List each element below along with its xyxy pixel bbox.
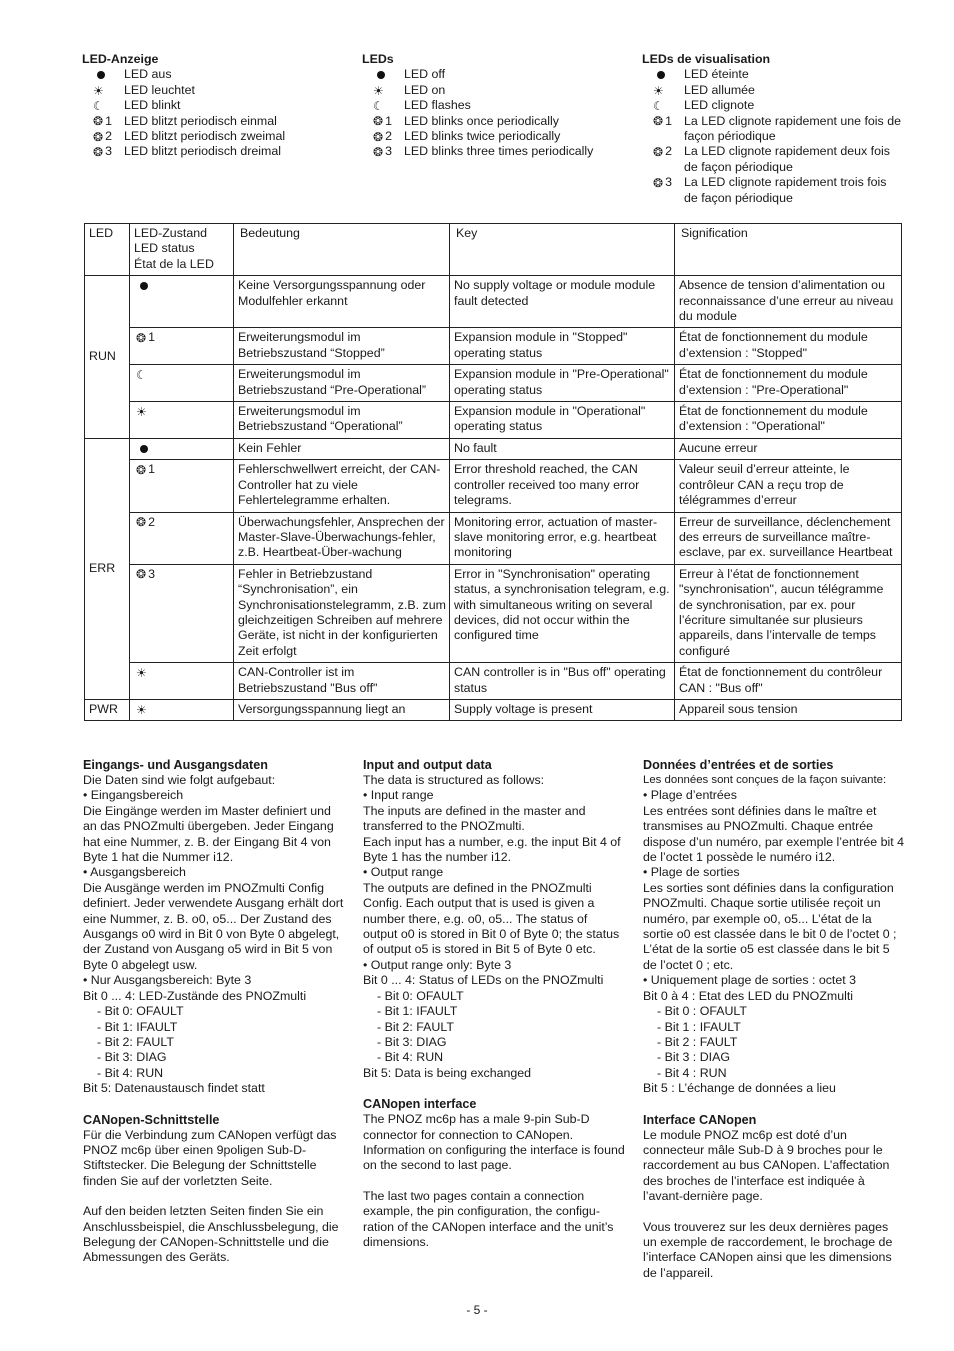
led-on-icon: ☀ [136, 665, 147, 680]
led-state-cell [130, 328, 234, 365]
legend-item [82, 67, 342, 82]
legend-item-text: LED blitzt periodisch dreimal [124, 144, 282, 159]
spacer [83, 1097, 345, 1112]
led-blink-icon: ❂ 3 [653, 175, 672, 190]
legend-item [362, 83, 622, 98]
meaning-fr: Erreur à l’état de fonctionnement "synchronisation", aucun télégramme de synchronisation, par ex. pour l’écriture simultanée sur plusieurs appareils, dans l’intervalle de temps configuré [675, 564, 902, 662]
bit-item: - Bit 1 : IFAULT [657, 1019, 741, 1034]
meaning-fr: État de fonctionnement du module d’extension : "Pre-Operational" [675, 365, 902, 402]
paragraph: • Ausgangsbereich [83, 865, 186, 880]
spacer [643, 1097, 905, 1112]
column-fr [643, 757, 905, 1281]
legend-item [82, 98, 342, 113]
table-row [85, 460, 902, 512]
section-heading: CANopen interface [363, 1097, 477, 1112]
paragraph: Die Ausgänge werden im PNOZmulti Config definiert. Jeder verwendete Ausgang erhält dort eine Nummer, z. B. o0, o5... Der Zustand des Ausgangs o0 wird in Bit 0 von Byte 0 abgelegt, der Zustand von Ausgang o5 wird in Bit 5 von Byte 0 abgelegt usw. [83, 880, 344, 972]
section-heading: Interface CANopen [643, 1112, 757, 1127]
table-row [85, 328, 902, 365]
led-blink-icon: ❂ 2 [136, 514, 155, 530]
led-state-cell [130, 438, 234, 459]
table-row [85, 663, 902, 700]
meaning-en: No fault [450, 438, 675, 459]
legend-item [642, 114, 902, 145]
column-en [363, 757, 625, 1250]
table-row [85, 365, 902, 402]
legend-item-text: LED blitzt periodisch einmal [124, 113, 277, 128]
header-fr: Signification [675, 224, 902, 276]
led-off-icon [136, 441, 148, 455]
table-row [85, 699, 902, 720]
paragraph: Les entrées sont définies dans le maître et transmises au PNOZmulti. Chaque entrée dispose d’un numéro, par exemple l’entrée bit 4 de l’octet 1 possède le numéro i12. [643, 803, 905, 865]
meaning-en: CAN controller is in "Bus off" operating status [450, 663, 675, 700]
led-blink-icon: ❂ 1 [93, 113, 112, 129]
table-row [85, 276, 902, 328]
paragraph: Bit 0 ... 4: Status of LEDs on the PNOZmulti [363, 973, 604, 988]
led-flash-icon: ☾ [373, 98, 384, 113]
legend-item [642, 67, 902, 82]
legend-item-text: LED allumée [684, 82, 755, 97]
legend-item [362, 67, 622, 82]
meaning-en: Error in "Synchronisation" operating status, a synchronisation telegram, e.g. with simultaneous writing on several devices, did not occur within the configured time [450, 564, 675, 662]
led-off-icon [93, 67, 113, 82]
paragraph: • Plage de sorties [643, 865, 740, 880]
paragraph: The last two pages contain a connection example, the pin configuration, the configu-ration of the CANopen interface and the unit’s dimensions. [363, 1188, 614, 1249]
led-state-cell [130, 460, 234, 512]
led-name-cell: PWR [85, 699, 130, 720]
paragraph: • Uniquement plage de sorties : octet 3 [643, 973, 857, 988]
header-state [130, 224, 234, 276]
legend-item [82, 83, 342, 98]
led-off-icon [373, 67, 393, 82]
led-state-cell [130, 699, 234, 720]
paragraph: The inputs are defined in the master and transferred to the PNOZmulti. [363, 803, 586, 834]
legend-title: LEDs [362, 52, 394, 66]
led-on-icon: ☀ [373, 83, 384, 98]
meaning-fr: Appareil sous tension [675, 699, 902, 720]
meaning-en: No supply voltage or module module fault detected [450, 276, 675, 328]
bit-item: - Bit 3: DIAG [97, 1050, 167, 1065]
header-en: Key [450, 224, 675, 276]
meaning-fr: État de fonctionnement du module d’extension : "Stopped" [675, 328, 902, 365]
section-heading: Eingangs- und Ausgangsdaten [83, 758, 268, 772]
paragraph: • Input range [363, 788, 434, 803]
led-state-cell [130, 512, 234, 564]
bit-item: - Bit 2 : FAULT [657, 1034, 738, 1049]
legend-item [362, 144, 622, 159]
led-on-icon: ☀ [653, 83, 664, 98]
paragraph: Die Daten sind wie folgt aufgebaut: [83, 773, 276, 787]
legend-item-text: LED blinks three times periodically [404, 144, 594, 159]
section-heading: Input and output data [363, 758, 492, 772]
bit-item: - Bit 2: FAULT [97, 1034, 174, 1049]
legend-item [82, 129, 342, 144]
led-on-icon: ☀ [136, 702, 147, 717]
column-de [83, 757, 345, 1266]
paragraph: Vous trouverez sur les deux dernières pages un exemple de raccordement, le brochage de l’interface CANopen ainsi que les dimensions de l’appareil. [643, 1219, 893, 1280]
paragraph: Bit 0 ... 4: LED-Zustände des PNOZmulti [83, 988, 307, 1003]
meaning-en: Monitoring error, actuation of master-slave monitoring error, e.g. heartbeat monitoring [450, 512, 675, 564]
meaning-fr: État de fonctionnement du contrôleur CAN : "Bus off" [675, 663, 902, 700]
bit-item: - Bit 4: RUN [97, 1065, 164, 1080]
table-row [85, 512, 902, 564]
bit-item: - Bit 1: IFAULT [377, 1004, 458, 1019]
bit-item: - Bit 0: OFAULT [97, 1004, 184, 1019]
paragraph: Le module PNOZ mc6p est doté d’un connecteur mâle Sub-D à 9 broches pour le raccordement au bus CANopen. L’affectation des broches de l’interface est indiquée à l’avant-dernière page. [643, 1127, 890, 1204]
paragraph: Bit 0 à 4 : Etat des LED du PNOZmulti [643, 988, 854, 1003]
led-blink-icon: ❂ 3 [373, 144, 392, 160]
led-name-cell: ERR [85, 438, 130, 699]
legend-item-text: LED blinks twice periodically [404, 129, 561, 144]
table-header-row [85, 224, 902, 276]
led-flash-icon: ☾ [136, 367, 147, 382]
legend-item-text: LED off [404, 67, 446, 82]
legend-item [362, 114, 622, 129]
legend-item-text: LED flashes [404, 98, 471, 113]
led-on-icon: ☀ [93, 83, 104, 98]
paragraph: • Nur Ausgangsbereich: Byte 3 [83, 973, 252, 988]
meaning-de: Versorgungsspannung liegt an [234, 699, 450, 720]
spacer [363, 1081, 625, 1096]
led-blink-icon: ❂ 3 [136, 566, 155, 582]
legend-item [642, 83, 902, 98]
legend-item [362, 129, 622, 144]
bit-item: - Bit 4: RUN [377, 1050, 444, 1065]
meaning-en: Error threshold reached, the CAN controller received too many error telegrams. [450, 460, 675, 512]
meaning-de: Überwachungsfehler, Ansprechen der Master-Slave-Überwachungs-fehler, z.B. Heartbeat-Über-wachung [234, 512, 450, 564]
legend-item [82, 114, 342, 129]
page-number: - 5 - [466, 1303, 488, 1317]
led-off-icon [136, 278, 148, 292]
meaning-fr: Erreur de surveillance, déclenchement des erreurs de surveillance maître-esclave, par ex. surveillance Heartbeat [675, 512, 902, 564]
table-row [85, 564, 902, 662]
bit-item: - Bit 0: OFAULT [377, 988, 464, 1003]
section-heading: Données d’entrées et de sorties [643, 758, 834, 772]
paragraph: Für die Verbindung zum CANopen verfügt das PNOZ mc6p über einen 9poligen Sub-D-Stiftstecker. Die Belegung der Schnittstelle finden Sie auf der vorletzten Seite. [83, 1127, 337, 1188]
legend-item [362, 98, 622, 113]
legend-item-text: LED clignote [684, 98, 755, 113]
legend-item-text: LED blitzt periodisch zweimal [124, 129, 286, 144]
legend-item [82, 144, 342, 159]
paragraph: • Output range only: Byte 3 [363, 957, 512, 972]
paragraph: Bit 5: Datenaustausch findet statt [83, 1081, 265, 1096]
meaning-fr: Aucune erreur [675, 438, 902, 459]
led-on-icon: ☀ [136, 404, 147, 419]
legend-item-text: La LED clignote rapidement une fois de façon périodique [684, 113, 901, 144]
section-heading: CANopen-Schnittstelle [83, 1112, 220, 1127]
legend-item-text: LED blinks once periodically [404, 113, 559, 128]
legend-item [642, 98, 902, 113]
header-state-line: LED status [134, 241, 195, 256]
bit-item: - Bit 3: DIAG [377, 1034, 447, 1049]
meaning-fr: Valeur seuil d’erreur atteinte, le contrôleur CAN a reçu trop de télégrammes d’erreur [675, 460, 902, 512]
legend-item [642, 175, 902, 206]
bit-item: - Bit 0 : OFAULT [657, 1004, 747, 1019]
meaning-en: Supply voltage is present [450, 699, 675, 720]
header-led: LED [85, 224, 130, 276]
paragraph: The PNOZ mc6p has a male 9-pin Sub-D connector for connection to CANopen. Information on configuring the interface is found on the second to last page. [363, 1112, 625, 1173]
led-state-cell [130, 276, 234, 328]
meaning-en: Expansion module in "Pre-Operational" operating status [450, 365, 675, 402]
meaning-de: Erweiterungsmodul im Betriebszustand “Operational” [234, 402, 450, 439]
led-flash-icon: ☾ [93, 98, 104, 113]
legend-item-text: La LED clignote rapidement deux fois de façon périodique [684, 144, 890, 174]
legend-item-text: La LED clignote rapidement trois fois de façon périodique [684, 175, 887, 205]
meaning-en: Expansion module in "Operational" operating status [450, 402, 675, 439]
meaning-de: Fehlerschwellwert erreicht, der CAN-Controller hat zu viele Fehlertelegramme erhalten. [234, 460, 450, 512]
paragraph: • Eingangsbereich [83, 788, 184, 803]
paragraph: Each input has a number, e.g. the input Bit 4 of Byte 1 has the number i12. [363, 834, 621, 865]
paragraph: • Output range [363, 865, 444, 880]
legend-en [362, 52, 622, 160]
led-off-icon [653, 67, 673, 82]
meaning-fr: État de fonctionnement du module d’extension : "Operational" [675, 402, 902, 439]
bit-item: - Bit 4 : RUN [657, 1065, 727, 1080]
meaning-de: Fehler in Betriebzustand “Synchronisation”, ein Synchronisationstelegramm, z.B. zum gleichzeitigen Schreiben auf mehrere Geräte, ist nicht in der konfigurierten Zeit erfolgt [234, 564, 450, 662]
meaning-de: CAN-Controller ist im Betriebszustand "Bus off" [234, 663, 450, 700]
led-blink-icon: ❂ 3 [93, 144, 112, 160]
legend-title: LED-Anzeige [82, 52, 159, 66]
paragraph: Auf den beiden letzten Seiten finden Sie ein Anschlussbeispiel, die Anschlussbelegung, die Belegung der CANopen-Schnittstelle und die Abmessungen des Geräts. [83, 1204, 339, 1265]
paragraph: Bit 5: Data is being exchanged [363, 1065, 532, 1080]
meaning-de: Erweiterungsmodul im Betriebszustand “Stopped” [234, 328, 450, 365]
bit-item: - Bit 3 : DIAG [657, 1050, 730, 1065]
legend-item-text: LED blinkt [124, 98, 181, 113]
led-blink-icon: ❂ 2 [93, 129, 112, 144]
paragraph: • Plage d’entrées [643, 788, 737, 803]
led-state-cell [130, 564, 234, 662]
led-blink-icon: ❂ 2 [653, 144, 672, 160]
legend-item-text: LED éteinte [684, 67, 749, 82]
legend-title: LEDs de visualisation [642, 52, 771, 66]
meaning-de: Erweiterungsmodul im Betriebszustand “Pre-Operational” [234, 365, 450, 402]
legend-item-text: LED leuchtet [124, 82, 195, 97]
spacer [363, 1174, 625, 1189]
led-state-cell [130, 365, 234, 402]
table-row [85, 438, 902, 459]
legend-de [82, 52, 342, 160]
led-state-cell [130, 663, 234, 700]
legend-item [642, 144, 902, 175]
led-flash-icon: ☾ [653, 98, 664, 113]
legend-fr [642, 52, 902, 206]
paragraph: Bit 5 : L’échange de données a lieu [643, 1081, 836, 1096]
spacer [83, 1189, 345, 1204]
header-de: Bedeutung [234, 224, 450, 276]
led-name-cell: RUN [85, 276, 130, 439]
led-status-table [84, 223, 902, 721]
header-state-line: LED-Zustand [134, 226, 208, 240]
led-state-cell [130, 402, 234, 439]
led-blink-icon: ❂ 1 [653, 113, 672, 129]
bit-item: - Bit 1: IFAULT [97, 1019, 178, 1034]
table-row [85, 402, 902, 439]
bit-item: - Bit 2: FAULT [377, 1019, 454, 1034]
paragraph: The outputs are defined in the PNOZmulti Config. Each output that is used is given a number there, e.g. o0, o5... The status of output o0 is stored in Bit 0 of Byte 0; the status of output o5 is stored in Bit 5 of Byte 0 etc. [363, 880, 620, 957]
spacer [643, 1205, 905, 1220]
paragraph: Les sorties sont définies dans la configuration PNOZmulti. Chaque sortie utilisée reçoit un numéro, par exemple o0, o5... L’état de la sortie o0 est classée dans le bit 0 de l’octet 0 ; L’état de la sortie o5 est classée dans le bit 5 de l’octet 0 ; etc. [643, 880, 897, 972]
legend-item-text: LED on [404, 82, 446, 97]
paragraph: Les données sont conçues de la façon suivante: [643, 774, 887, 786]
meaning-de: Kein Fehler [234, 438, 450, 459]
paragraph: Die Eingänge werden im Master definiert und an das PNOZmulti übergeben. Jeder Eingang hat eine Nummer, z. B. der Eingang Bit 4 von Byte 1 hat die Nummer i12. [83, 803, 334, 865]
meaning-de: Keine Versorgungsspannung oder Modulfehler erkannt [234, 276, 450, 328]
paragraph: The data is structured as follows: [363, 773, 545, 787]
meaning-fr: Absence de tension d’alimentation ou reconnaissance d’une erreur au niveau du module [675, 276, 902, 328]
led-blink-icon: ❂ 1 [136, 462, 155, 477]
header-state-line: État de la LED [134, 256, 214, 271]
led-blink-icon: ❂ 1 [373, 113, 392, 129]
legend-item-text: LED aus [124, 67, 172, 82]
led-blink-icon: ❂ 1 [136, 330, 155, 346]
led-blink-icon: ❂ 2 [373, 129, 392, 144]
meaning-en: Expansion module in "Stopped" operating status [450, 328, 675, 365]
